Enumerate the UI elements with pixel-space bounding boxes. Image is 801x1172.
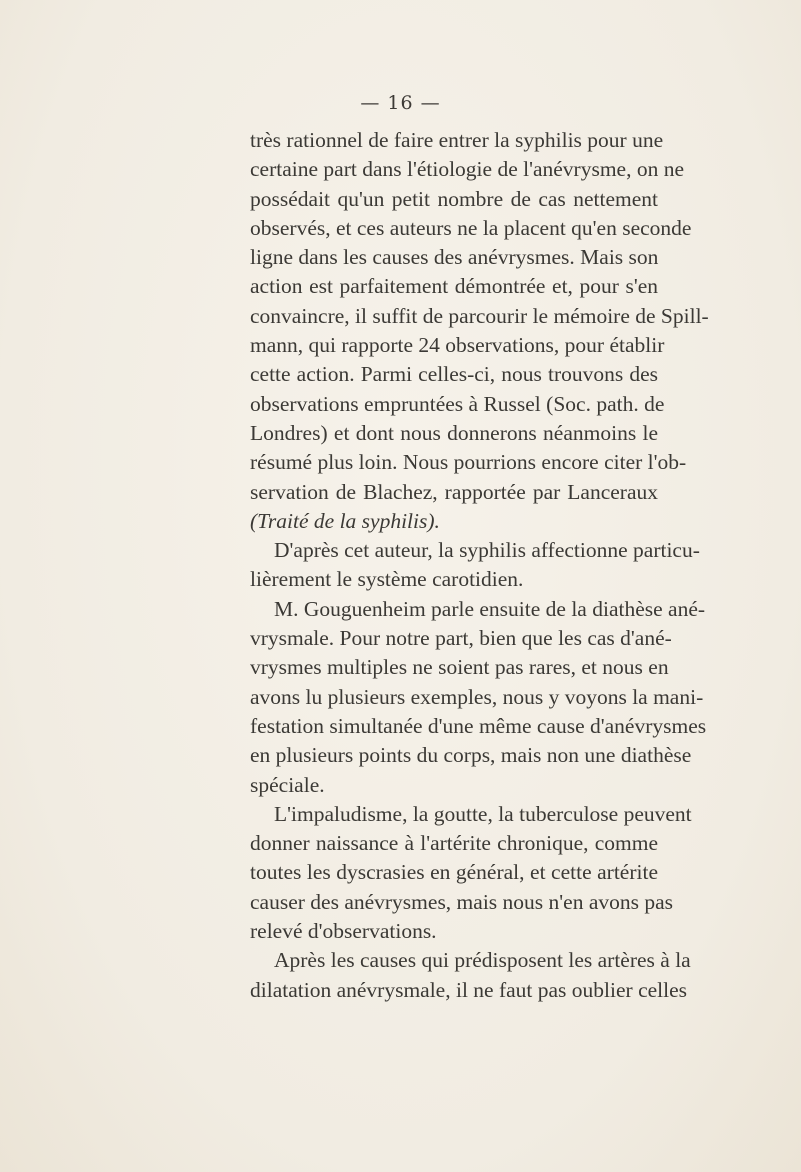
text-line: vrysmale. Pour notre part, bien que les cas d'ané- (250, 626, 672, 651)
text-line: relevé d'observations. (250, 919, 437, 944)
text-line: toutes les dyscrasies en général, et cette artérite (250, 860, 658, 885)
text-line: spéciale. (250, 772, 325, 797)
text-line: dilatation anévrysmale, il ne faut pas oublier celles (250, 977, 688, 1002)
text-line: résumé plus loin. Nous pourrions encore citer l'ob- (250, 450, 687, 475)
text-line: (Traité de la syphilis). (250, 508, 440, 533)
text-line: vrysmes multiples ne soient pas rares, et nous en (250, 655, 669, 680)
text-line: possédait qu'un petit nombre de cas nettement (250, 186, 658, 211)
text-line: festation simultanée d'une même cause d'anévrysmes (250, 713, 707, 738)
text-line: très rationnel de faire entrer la syphilis pour une (250, 128, 664, 152)
text-line: causer des anévrysmes, mais nous n'en avons pas (250, 889, 674, 914)
text-line: lièrement le système carotidien. (250, 567, 524, 592)
text-line: M. Gouguenheim parle ensuite de la diathèse ané- (274, 596, 706, 621)
text-line: L'impaludisme, la goutte, la tuberculose peuvent (274, 801, 692, 826)
text-line: convaincre, il suffit de parcourir le mémoire de Spill- (250, 303, 709, 328)
text-line: observations empruntées à Russel (Soc. path. de (250, 391, 665, 416)
text-line: cette action. Parmi celles-ci, nous trouvons des (250, 362, 658, 387)
text-line: Londres) et dont nous donnerons néanmoins le (250, 420, 658, 445)
page-number: — 16 — (360, 92, 441, 114)
text-line: action est parfaitement démontrée et, pour s'en (250, 274, 658, 299)
text-line: donner naissance à l'artérite chronique, comme (250, 831, 658, 856)
text-line: avons lu plusieurs exemples, nous y voyons la mani- (250, 684, 704, 709)
text-line: certaine part dans l'étiologie de l'anévrysme, on ne (250, 157, 684, 182)
text-line: en plusieurs points du corps, mais non une diathèse (250, 743, 692, 768)
text-line: Après les causes qui prédisposent les artères à la (274, 948, 691, 973)
text-line: servation de Blachez, rapportée par Lanceraux (250, 479, 658, 504)
text-line: observés, et ces auteurs ne la placent qu'en seconde (250, 215, 692, 240)
text-line: ligne dans les causes des anévrysmes. Mais son (250, 245, 659, 270)
text-line: mann, qui rapporte 24 observations, pour établir (250, 333, 665, 358)
body-text (250, 126, 709, 1005)
text-line: D'après cet auteur, la syphilis affectionne particu- (274, 538, 700, 563)
